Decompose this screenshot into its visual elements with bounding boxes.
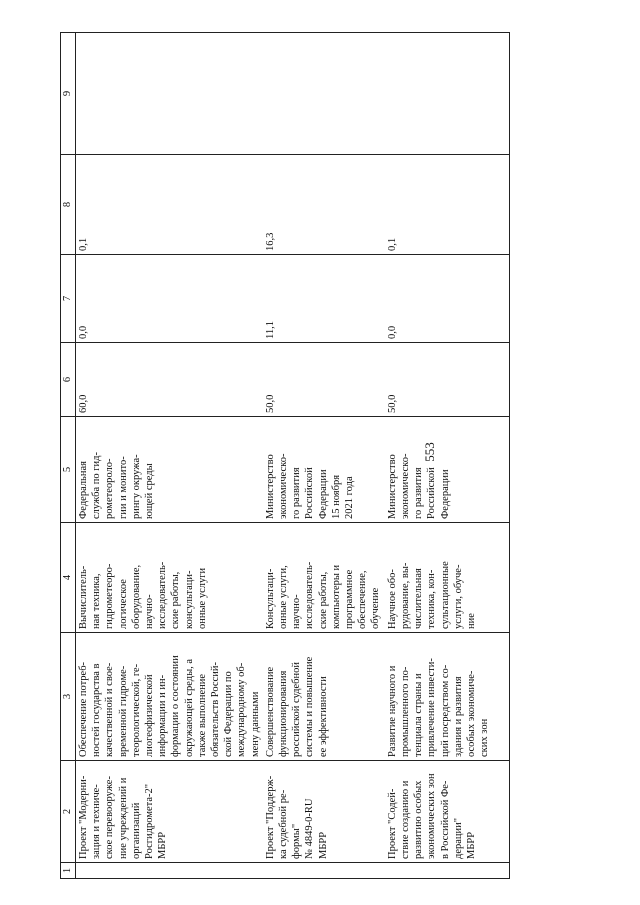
row-index-cell (76, 863, 263, 879)
value-col9-cell (385, 33, 510, 155)
column-number-2: 2 (61, 761, 76, 863)
value-col8-cell: 0,1 (385, 155, 510, 255)
rotated-table-inner (60, 33, 491, 879)
agency-cell (263, 417, 385, 523)
procurement-type-cell (76, 523, 263, 633)
value-col6-cell: 50,0 (263, 343, 385, 417)
value-col6-cell: 50,0 (385, 343, 510, 417)
value-col9-cell (76, 33, 263, 155)
project-goal-text: Развитие научного и промышленного по- тенциала страны и привлечение инвести- ций посредством со- здания и развития особых экономиче- ских зон (386, 658, 491, 757)
column-number-4: 4 (61, 523, 76, 633)
value-col7-cell: 0,0 (385, 255, 510, 343)
agency-cell (385, 417, 510, 523)
procurement-type-text: Научное обо- рудование, вы- числительная техника, кон- сультационные услуги, обуче- ние (386, 561, 478, 629)
project-name-cell (263, 761, 385, 863)
agency-cell (76, 417, 263, 523)
agency-text: Министерство экономическо- го развития Российской Федерации 15 ноября 2021 года (264, 453, 356, 519)
procurement-type-cell (385, 523, 510, 633)
project-name-cell (76, 761, 263, 863)
project-goal-text: Обеспечение потреб- ностей государства в качественной и свое- временной гидроме- теорологической, ге- лиогеофизической информации и ин- формации о состоянии окружающей среды, а также выполнение обязательств Россий- ской Федерации по международному об- мену данными (78, 655, 261, 757)
column-number-1: 1 (61, 863, 76, 879)
column-number-5: 5 (61, 417, 76, 523)
column-number-6: 6 (61, 343, 76, 417)
value-col8-cell: 0,1 (76, 155, 263, 255)
agency-text: Федеральная служба по гид- рометеороло- гии и монито- рингу окружа- ющей среды (78, 451, 156, 519)
project-goal-text: Совершенствование функционирования российской судебной системы и повышение ее эффективности (264, 656, 329, 757)
column-number-3: 3 (61, 633, 76, 761)
column-number-8: 8 (61, 155, 76, 255)
project-goal-cell (385, 633, 510, 761)
column-number-7: 7 (61, 255, 76, 343)
table-row (385, 33, 510, 879)
value-col7-cell: 0,0 (76, 255, 263, 343)
project-name-cell (385, 761, 510, 863)
procurement-type-text: Консультаци- онные услуги, научно- исследователь- ские работы, компьютеры и программное обеспечение, обучение (264, 561, 382, 629)
agency-text: Министерство экономическо- го развития Российской Федерации (386, 453, 451, 519)
procurement-type-text: Вычислитель- ная техника, гидрометеоро- логическое оборудование, научно- исследователь- ские работы, консультаци- онные услуги (78, 561, 208, 629)
value-col9-cell (263, 33, 385, 155)
project-goal-cell (76, 633, 263, 761)
project-goal-cell (263, 633, 385, 761)
procurement-type-cell (263, 523, 385, 633)
column-number-row (61, 33, 76, 879)
project-name-text: Проект "Модерни- зация и техниче- ское перевооруже- ние учреждений и организаций Росгидромета-2" МБРР (78, 775, 169, 859)
project-name-text: Проект "Поддерж- ка судебной ре- формы" № 4849-0-RU МБРР (264, 775, 329, 859)
column-number-9: 9 (61, 33, 76, 155)
row-index-cell (263, 863, 385, 879)
row-index-cell (385, 863, 510, 879)
page-number: 553 (422, 442, 437, 462)
table-row (263, 33, 385, 879)
value-col6-cell: 60,0 (76, 343, 263, 417)
project-name-text: Проект "Содей- ствие созданию и развитию особых экономических зон в Российской Фе- дерации" МБРР (386, 773, 478, 859)
value-col8-cell: 16,3 (263, 155, 385, 255)
value-col7-cell: 11,1 (263, 255, 385, 343)
table-row (76, 33, 263, 879)
project-table (60, 32, 510, 879)
